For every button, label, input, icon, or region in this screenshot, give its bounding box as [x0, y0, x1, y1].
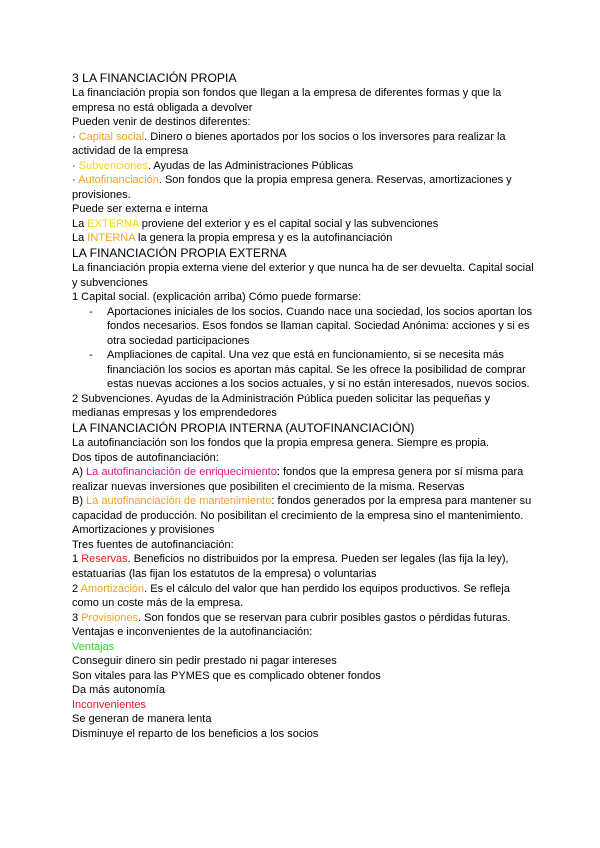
term-amortizacion: Amortización: [80, 582, 145, 595]
inconveniente-item: Se generan de manera lenta: [72, 713, 212, 726]
ventaja-item: Son vitales para las PYMES que es complicado obtener fondos: [72, 669, 381, 682]
fuente-reservas: 1 Reservas. Beneficios no distribuidos por la empresa. Pueden ser legales (las fija la ley), estatuarias (las fijan los estatutos de la empresa) o voluntarias: [72, 553, 509, 580]
externa-paragraph: La financiación propia externa viene del exterior y que nunca ha de ser devuelta. Capital social y subvenciones: [72, 262, 534, 289]
inconveniente-item: Disminuye el reparto de los beneficios a los socios: [72, 727, 319, 740]
source-autofinanciacion: · Autofinanciación. Son fondos que la propia empresa genera. Reservas, amortizaciones y provisiones.: [72, 174, 512, 201]
external-internal-line: Puede ser externa e interna: [72, 203, 208, 216]
list-item: - Aportaciones iniciales de los socios. Cuando nace una sociedad, los socios aportan los fondos necesarios. Esos fondos se llaman capital. Sociedad Anónima: acciones y si es otra sociedad participaciones: [89, 305, 532, 347]
ventaja-item: Conseguir dinero sin pedir prestado ni pagar intereses: [72, 655, 337, 668]
source-subvenciones: · Subvenciones. Ayudas de las Administraciones Públicas: [72, 159, 354, 172]
term-reservas: Reservas: [81, 553, 128, 566]
term-subvenciones: Subvenciones: [78, 159, 148, 172]
tres-fuentes-line: Tres fuentes de autofinanciación:: [72, 538, 234, 551]
subvenciones-paragraph: 2 Subvenciones. Ayudas de la Administración Pública pueden solicitar las pequeñas y medianas empresas y los emprendedores: [72, 392, 491, 420]
interna-line: La INTERNA la genera la propia empresa y es la autofinanciación: [72, 232, 393, 245]
capital-social-line: 1 Capital social. (explicación arriba) Cómo puede formarse:: [72, 291, 362, 304]
term-capital-social: Capital social: [78, 130, 145, 143]
fuente-amortizacion: 2 Amortización. Es el cálculo del valor que han perdido los equipos productivos. Se refleja como un coste más de la empresa.: [72, 582, 510, 610]
term-autofinanciacion: Autofinanciación: [78, 174, 159, 187]
externa-line: La EXTERNA proviene del exterior y es el capital social y las subvenciones: [72, 217, 439, 230]
list-item: - Ampliaciones de capital. Una vez que está en funcionamiento, si se necesita más financiación los socios es aportan más capital. Se les ofrece la posibilidad de comprar estas nuevas acciones a los socios actuales, y si no están interesados, nuevos socios.: [89, 349, 530, 391]
intro-paragraph: La financiación propia son fondos que llegan a la empresa de diferentes formas y que la empresa no está obligada a devolver: [72, 87, 502, 114]
term-mantenimiento: La autofinanciación de mantenimiento: [86, 495, 272, 508]
term-provisiones: Provisiones: [81, 611, 139, 624]
document-page: [72, 71, 538, 742]
type-b-paragraph: B) La autofinanciación de mantenimiento: fondos generados por la empresa para mantener su capacidad de producción. No posibilitan el crecimiento de la empresa sino el mantenimiento. Amortizaciones y provisiones: [72, 495, 532, 537]
dash-bullet: -: [89, 305, 93, 318]
inconvenientes-heading: Inconvenientes: [72, 698, 146, 711]
interna-paragraph: La autofinanciación son los fondos que la propia empresa genera. Siempre es propia.: [72, 437, 490, 450]
dos-tipos-line: Dos tipos de autofinanciación:: [72, 451, 219, 464]
ventajas-heading: Ventajas: [72, 640, 115, 653]
type-a-paragraph: A) La autofinanciación de enriquecimiento: fondos que la empresa genera por sí misma para realizar nuevas inversiones que posibiliten el crecimiento de la misma. Reservas: [72, 466, 524, 493]
section-title: 3 LA FINANCIACIÓN PROPIA: [72, 71, 237, 85]
term-externa: EXTERNA: [87, 217, 139, 230]
source-capital-social: · Capital social. Dinero o bienes aportados por los socios o los inversores para realizar la actividad de la empresa: [72, 130, 506, 158]
term-enriquecimiento: La autofinanciación de enriquecimiento: [86, 466, 277, 479]
ventajas-inconvenientes-line: Ventajas e inconvenientes de la autofinanciación:: [72, 626, 313, 639]
heading-interna: LA FINANCIACIÓN PROPIA INTERNA (AUTOFINANCIACIÓN): [72, 421, 415, 436]
fuente-provisiones: 3 Provisiones. Son fondos que se reservan para cubrir posibles gastos o pérdidas futuras.: [72, 611, 511, 624]
intro-sources: Pueden venir de destinos diferentes:: [72, 116, 251, 129]
dash-bullet: -: [89, 349, 93, 362]
ventaja-item: Da más autonomía: [72, 684, 165, 697]
heading-externa: LA FINANCIACIÓN PROPIA EXTERNA: [72, 246, 287, 261]
term-interna: INTERNA: [87, 232, 135, 245]
